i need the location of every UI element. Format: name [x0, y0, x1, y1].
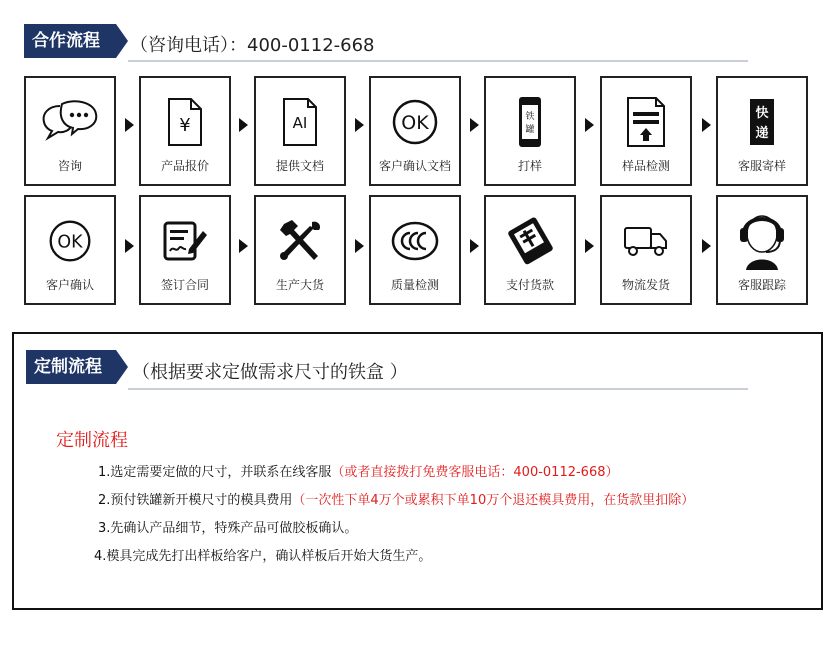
tin-can-icon [486, 92, 574, 152]
step-tracking [716, 195, 808, 305]
step-sample-test [600, 76, 692, 186]
svg-text:递: 递 [755, 126, 769, 141]
express-delivery-icon [718, 92, 806, 152]
price-document-icon [141, 92, 229, 152]
step-quality [369, 195, 461, 305]
arrow-icon [470, 118, 479, 132]
arrow-icon [470, 239, 479, 253]
ai-file-icon [256, 92, 344, 152]
custom-tag: 定制流程 [26, 350, 116, 384]
arrow-icon [125, 118, 134, 132]
svg-text:铁: 铁 [525, 112, 535, 122]
header-divider [128, 60, 748, 62]
step-note: （一次性下单4万个或累积下单10万个退还模具费用，在货款里扣除） [292, 493, 695, 508]
step-label: 打样 [517, 159, 542, 173]
custom-step-1 [98, 461, 619, 480]
contract-sign-icon [141, 211, 229, 271]
inspection-document-icon [602, 92, 690, 152]
arrow-icon [355, 118, 364, 132]
step-text: 1.选定需要定做的尺寸，并联系在线客服 [98, 465, 332, 480]
step-send-sample [716, 76, 808, 186]
svg-text:快: 快 [755, 106, 769, 121]
custom-step-4 [94, 545, 431, 564]
step-consult [24, 76, 116, 186]
step-label: 样品检测 [621, 159, 670, 173]
step-label: 签订合同 [160, 278, 209, 292]
ccc-mark-icon [371, 211, 459, 271]
step-label: 咨询 [57, 159, 82, 173]
svg-text:OK: OK [401, 112, 429, 134]
step-label: 客服寄样 [737, 159, 786, 173]
cooperation-subtitle: （咨询电话）：400-0112-668 [130, 35, 375, 56]
step-production [254, 195, 346, 305]
arrow-icon [239, 239, 248, 253]
step-shipping [600, 195, 692, 305]
step-label: 生产大货 [275, 278, 324, 292]
step-confirm-docs [369, 76, 461, 186]
step-customer-confirm [24, 195, 116, 305]
cooperation-tag: 合作流程 [24, 24, 116, 58]
step-label: 提供文档 [275, 159, 324, 173]
step-label: 客服跟踪 [737, 278, 786, 292]
step-note: （或者直接拨打免费客服电话：400-0112-668） [331, 465, 619, 480]
arrow-icon [585, 118, 594, 132]
step-label: 客户确认 [45, 278, 94, 292]
arrow-icon [355, 239, 364, 253]
chat-bubbles-icon [26, 92, 114, 152]
step-quote [139, 76, 231, 186]
ok-circle-icon [26, 211, 114, 271]
custom-step-3 [98, 517, 357, 536]
ok-circle-icon [371, 92, 459, 152]
svg-text:罐: 罐 [525, 125, 535, 135]
svg-text:¥: ¥ [179, 115, 191, 136]
arrow-icon [702, 239, 711, 253]
custom-divider [128, 388, 748, 390]
arrow-icon [585, 239, 594, 253]
step-documents [254, 76, 346, 186]
custom-title: 定制流程 [56, 430, 128, 451]
step-sample [484, 76, 576, 186]
step-label: 支付货款 [505, 278, 554, 292]
custom-step-2 [98, 489, 694, 508]
payment-card-icon [486, 211, 574, 271]
arrow-icon [702, 118, 711, 132]
truck-icon [602, 211, 690, 271]
headset-agent-icon [718, 201, 806, 275]
step-text: 2.预付铁罐新开模尺寸的模具费用 [98, 493, 293, 508]
step-text: 4.模具完成先打出样板给客户，确认样板后开始大货生产。 [94, 549, 432, 564]
step-label: 质量检测 [390, 278, 439, 292]
step-text: 3.先确认产品细节，特殊产品可做胶板确认。 [98, 521, 358, 536]
arrow-icon [239, 118, 248, 132]
arrow-icon [125, 239, 134, 253]
svg-text:OK: OK [57, 232, 83, 253]
hammer-wrench-icon [256, 211, 344, 271]
svg-text:AI: AI [292, 114, 308, 132]
step-label: 产品报价 [160, 159, 209, 173]
custom-subtitle: （根据要求定做需求尺寸的铁盒 ） [132, 362, 408, 383]
step-payment [484, 195, 576, 305]
step-label: 物流发货 [621, 278, 670, 292]
step-contract [139, 195, 231, 305]
step-label: 客户确认文档 [378, 159, 451, 173]
